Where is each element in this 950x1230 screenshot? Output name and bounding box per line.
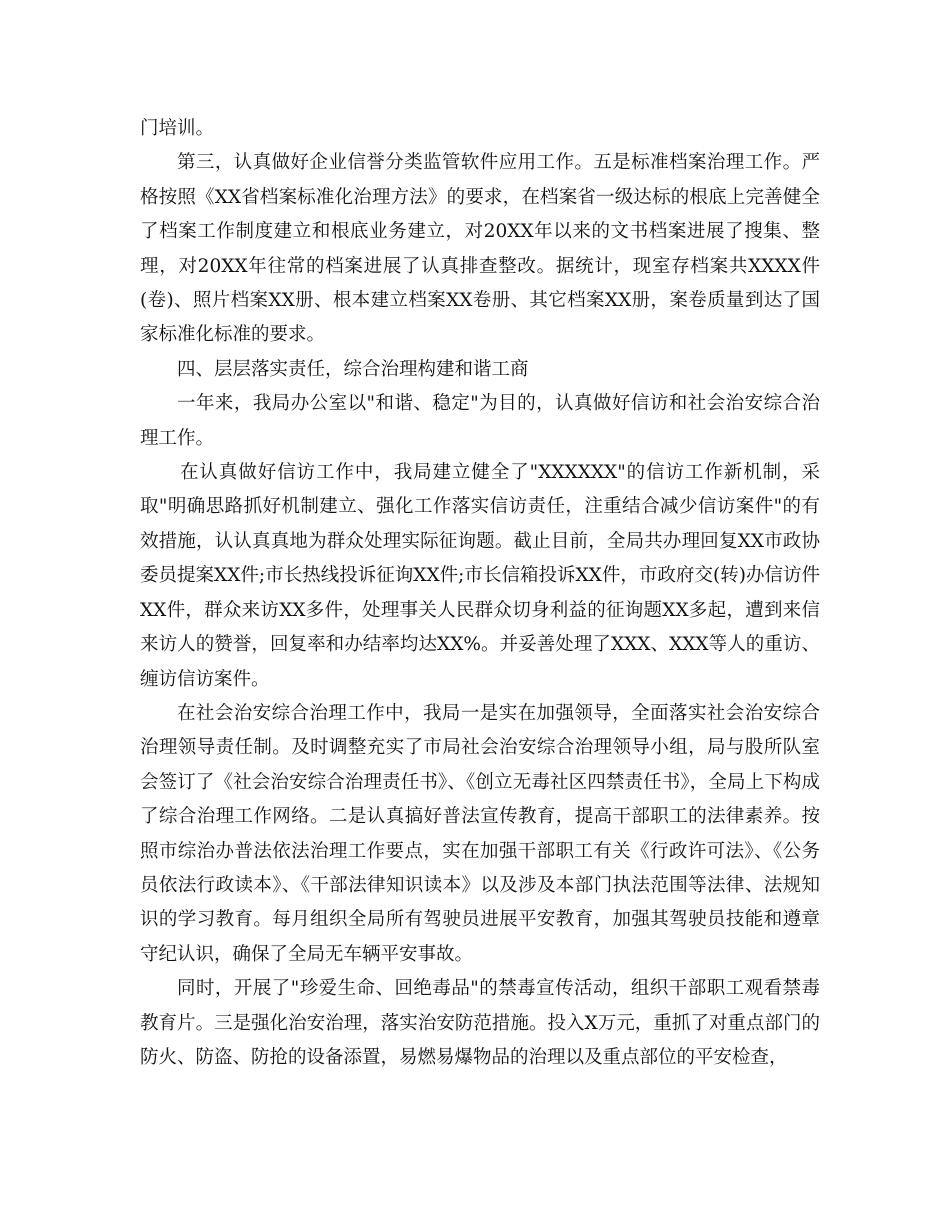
section-heading-four: 四、层层落实责任，综合治理构建和谐工商 — [177, 358, 529, 380]
paragraph-continuation: 门培训。 — [140, 118, 215, 139]
paragraph-intro: 一年来，我局办公室以"和谐、稳定"为目的，认真做好信访和社会治安综合治理工作。 — [140, 393, 820, 449]
document-body — [140, 112, 820, 1075]
paragraph-anti-drug: 同时，开展了"珍爱生命、回绝毒品"的禁毒宣传活动，组织干部职工观看禁毒教育片。三是强化治安治理，落实治安防范措施。投入X万元，重抓了对重点部门的防火、防盗、防抢的设备添置，易燃易爆物品的治理以及重点部位的平安检查， — [140, 978, 820, 1068]
paragraph-petitions: 在认真做好信访工作中，我局建立健全了"XXXXXX"的信访工作新机制，采取"明确思路抓好机制建立、强化工作落实信访责任，注重结合减少信访案件"的有效措施，认认真真地为群众处理实际征询题。截止目前，全局共办理回复XX市政协委员提案XX件;市长热线投诉征询XX件;市长信箱投诉XX件，市政府交(转)办信访件XX件，群众来访XX多件，处理事关人民群众切身利益的征询题XX多起，遭到来信来访人的赞誉，回复率和办结率均达XX%。并妥善处理了XXX、XXX等人的重访、缠访信访案件。 — [140, 462, 820, 690]
paragraph-archives: 第三，认真做好企业信誉分类监管软件应用工作。五是标准档案治理工作。严格按照《XX省档案标准化治理方法》的要求，在档案省一级达标的根底上完善健全了档案工作制度建立和根底业务建立，对20XX年以来的文书档案进展了搜集、整理，对20XX年往常的档案进展了认真排查整改。据统计，现室存档案共XXXX件(卷)、照片档案XX册、根本建立档案XX卷册、其它档案XX册，案卷质量到达了国家标准化标准的要求。 — [140, 152, 820, 346]
paragraph-public-security: 在社会治安综合治理工作中，我局一是实在加强领导，全面落实社会治安综合治理领导责任制。及时调整充实了市局社会治安综合治理领导小组，局与股所队室会签订了《社会治安综合治理责任书》、《创立无毒社区四禁责任书》，全局上下构成了综合治理工作网络。二是认真搞好普法宣传教育，提高干部职工的法律素养。按照市综治办普法依法治理工作要点，实在加强干部职工有关《行政许可法》、《公务员依法行政读本》、《干部法律知识读本》以及涉及本部门执法范围等法律、法规知识的学习教育。每月组织全局所有驾驶员进展平安教育，加强其驾驶员技能和遵章守纪认识，确保了全局无车辆平安事故。 — [140, 702, 820, 965]
